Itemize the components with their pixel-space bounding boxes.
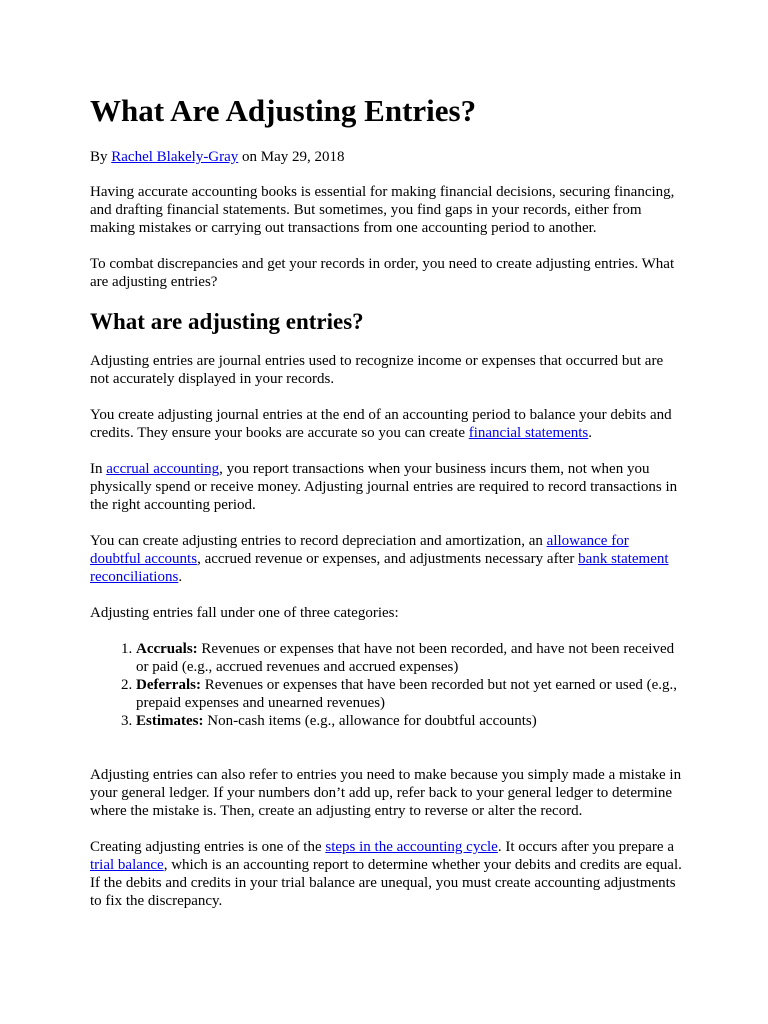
- uses-text-2: , accrued revenue or expenses, and adjustments necessary after: [197, 551, 579, 567]
- financial-statements-link[interactable]: financial statements: [468, 425, 589, 441]
- accrual-start: In: [90, 461, 107, 477]
- cycle-text-1: Creating adjusting entries is one of the: [90, 839, 326, 855]
- category-term: Accruals:: [136, 641, 198, 657]
- purpose-paragraph: [90, 406, 682, 442]
- trial-balance-link[interactable]: trial balance: [90, 857, 164, 873]
- byline-date: on May 29, 2018: [238, 149, 345, 165]
- byline: [90, 148, 682, 166]
- uses-end: .: [178, 569, 183, 585]
- accrual-paragraph: [90, 460, 682, 514]
- categories-list: [90, 640, 682, 730]
- byline-prefix: By: [90, 149, 112, 165]
- uses-paragraph: [90, 532, 682, 586]
- author-link[interactable]: Rachel Blakely-Gray: [111, 149, 239, 165]
- purpose-end: .: [588, 425, 593, 441]
- mistakes-paragraph: Adjusting entries can also refer to entries you need to make because you simply made a mistake in your general ledger. If your numbers don’t add up, refer back to your general ledger to determine where the mistake is. Then, create an adjusting entry to reverse or alter the record.: [90, 767, 682, 819]
- section-heading: What are adjusting entries?: [90, 309, 364, 334]
- accrual-text: , you report transactions when your business incurs them, not when you physically spend or receive money. Adjusting journal entries are required to record transactions in the right accounting period.: [90, 461, 678, 513]
- cycle-text-2: . It occurs after you prepare a: [497, 839, 674, 855]
- doubtful-accounts-link[interactable]: allowance for doubtful accounts: [90, 533, 629, 567]
- article: [90, 93, 682, 910]
- definition-paragraph: Adjusting entries are journal entries used to recognize income or expenses that occurred but are not accurately displayed in your records.: [90, 353, 664, 387]
- list-item: [136, 712, 682, 730]
- intro-paragraph-1: Having accurate accounting books is essential for making financial decisions, securing financing, and drafting financial statements. But sometimes, you find gaps in your records, either from making mistakes or carrying out transactions from one accounting period to another.: [90, 184, 675, 236]
- category-desc: Revenues or expenses that have not been recorded, and have not been received or paid (e.g., accrued revenues and accrued expenses): [136, 641, 675, 675]
- categories-intro: Adjusting entries fall under one of three categories:: [90, 605, 399, 621]
- article-title: What Are Adjusting Entries?: [90, 93, 477, 128]
- category-term: Estimates:: [136, 713, 204, 729]
- cycle-text-3: , which is an accounting report to determine whether your debits and credits are equal. If the debits and credits in your trial balance are unequal, you must create accounting adjustments to fix the discrepancy.: [90, 857, 682, 909]
- list-item: [136, 640, 682, 676]
- category-term: Deferrals:: [136, 677, 201, 693]
- intro-paragraph-2: To combat discrepancies and get your records in order, you need to create adjusting entries. What are adjusting entries?: [90, 256, 675, 290]
- list-item: [136, 676, 682, 712]
- accounting-cycle-link[interactable]: steps in the accounting cycle: [325, 839, 498, 855]
- category-desc: Non-cash items (e.g., allowance for doubtful accounts): [203, 713, 537, 729]
- accrual-accounting-link[interactable]: accrual accounting: [106, 461, 220, 477]
- bank-reconciliations-link[interactable]: bank statement reconciliations: [90, 551, 669, 585]
- category-desc: Revenues or expenses that have been recorded but not yet earned or used (e.g., prepaid expenses and unearned revenues): [136, 677, 678, 711]
- accounting-cycle-paragraph: [90, 838, 682, 910]
- purpose-text: You create adjusting journal entries at the end of an accounting period to balance your debits and credits. They ensure your books are accurate so you can create: [90, 407, 672, 441]
- uses-text-1: You can create adjusting entries to record depreciation and amortization, an: [90, 533, 547, 549]
